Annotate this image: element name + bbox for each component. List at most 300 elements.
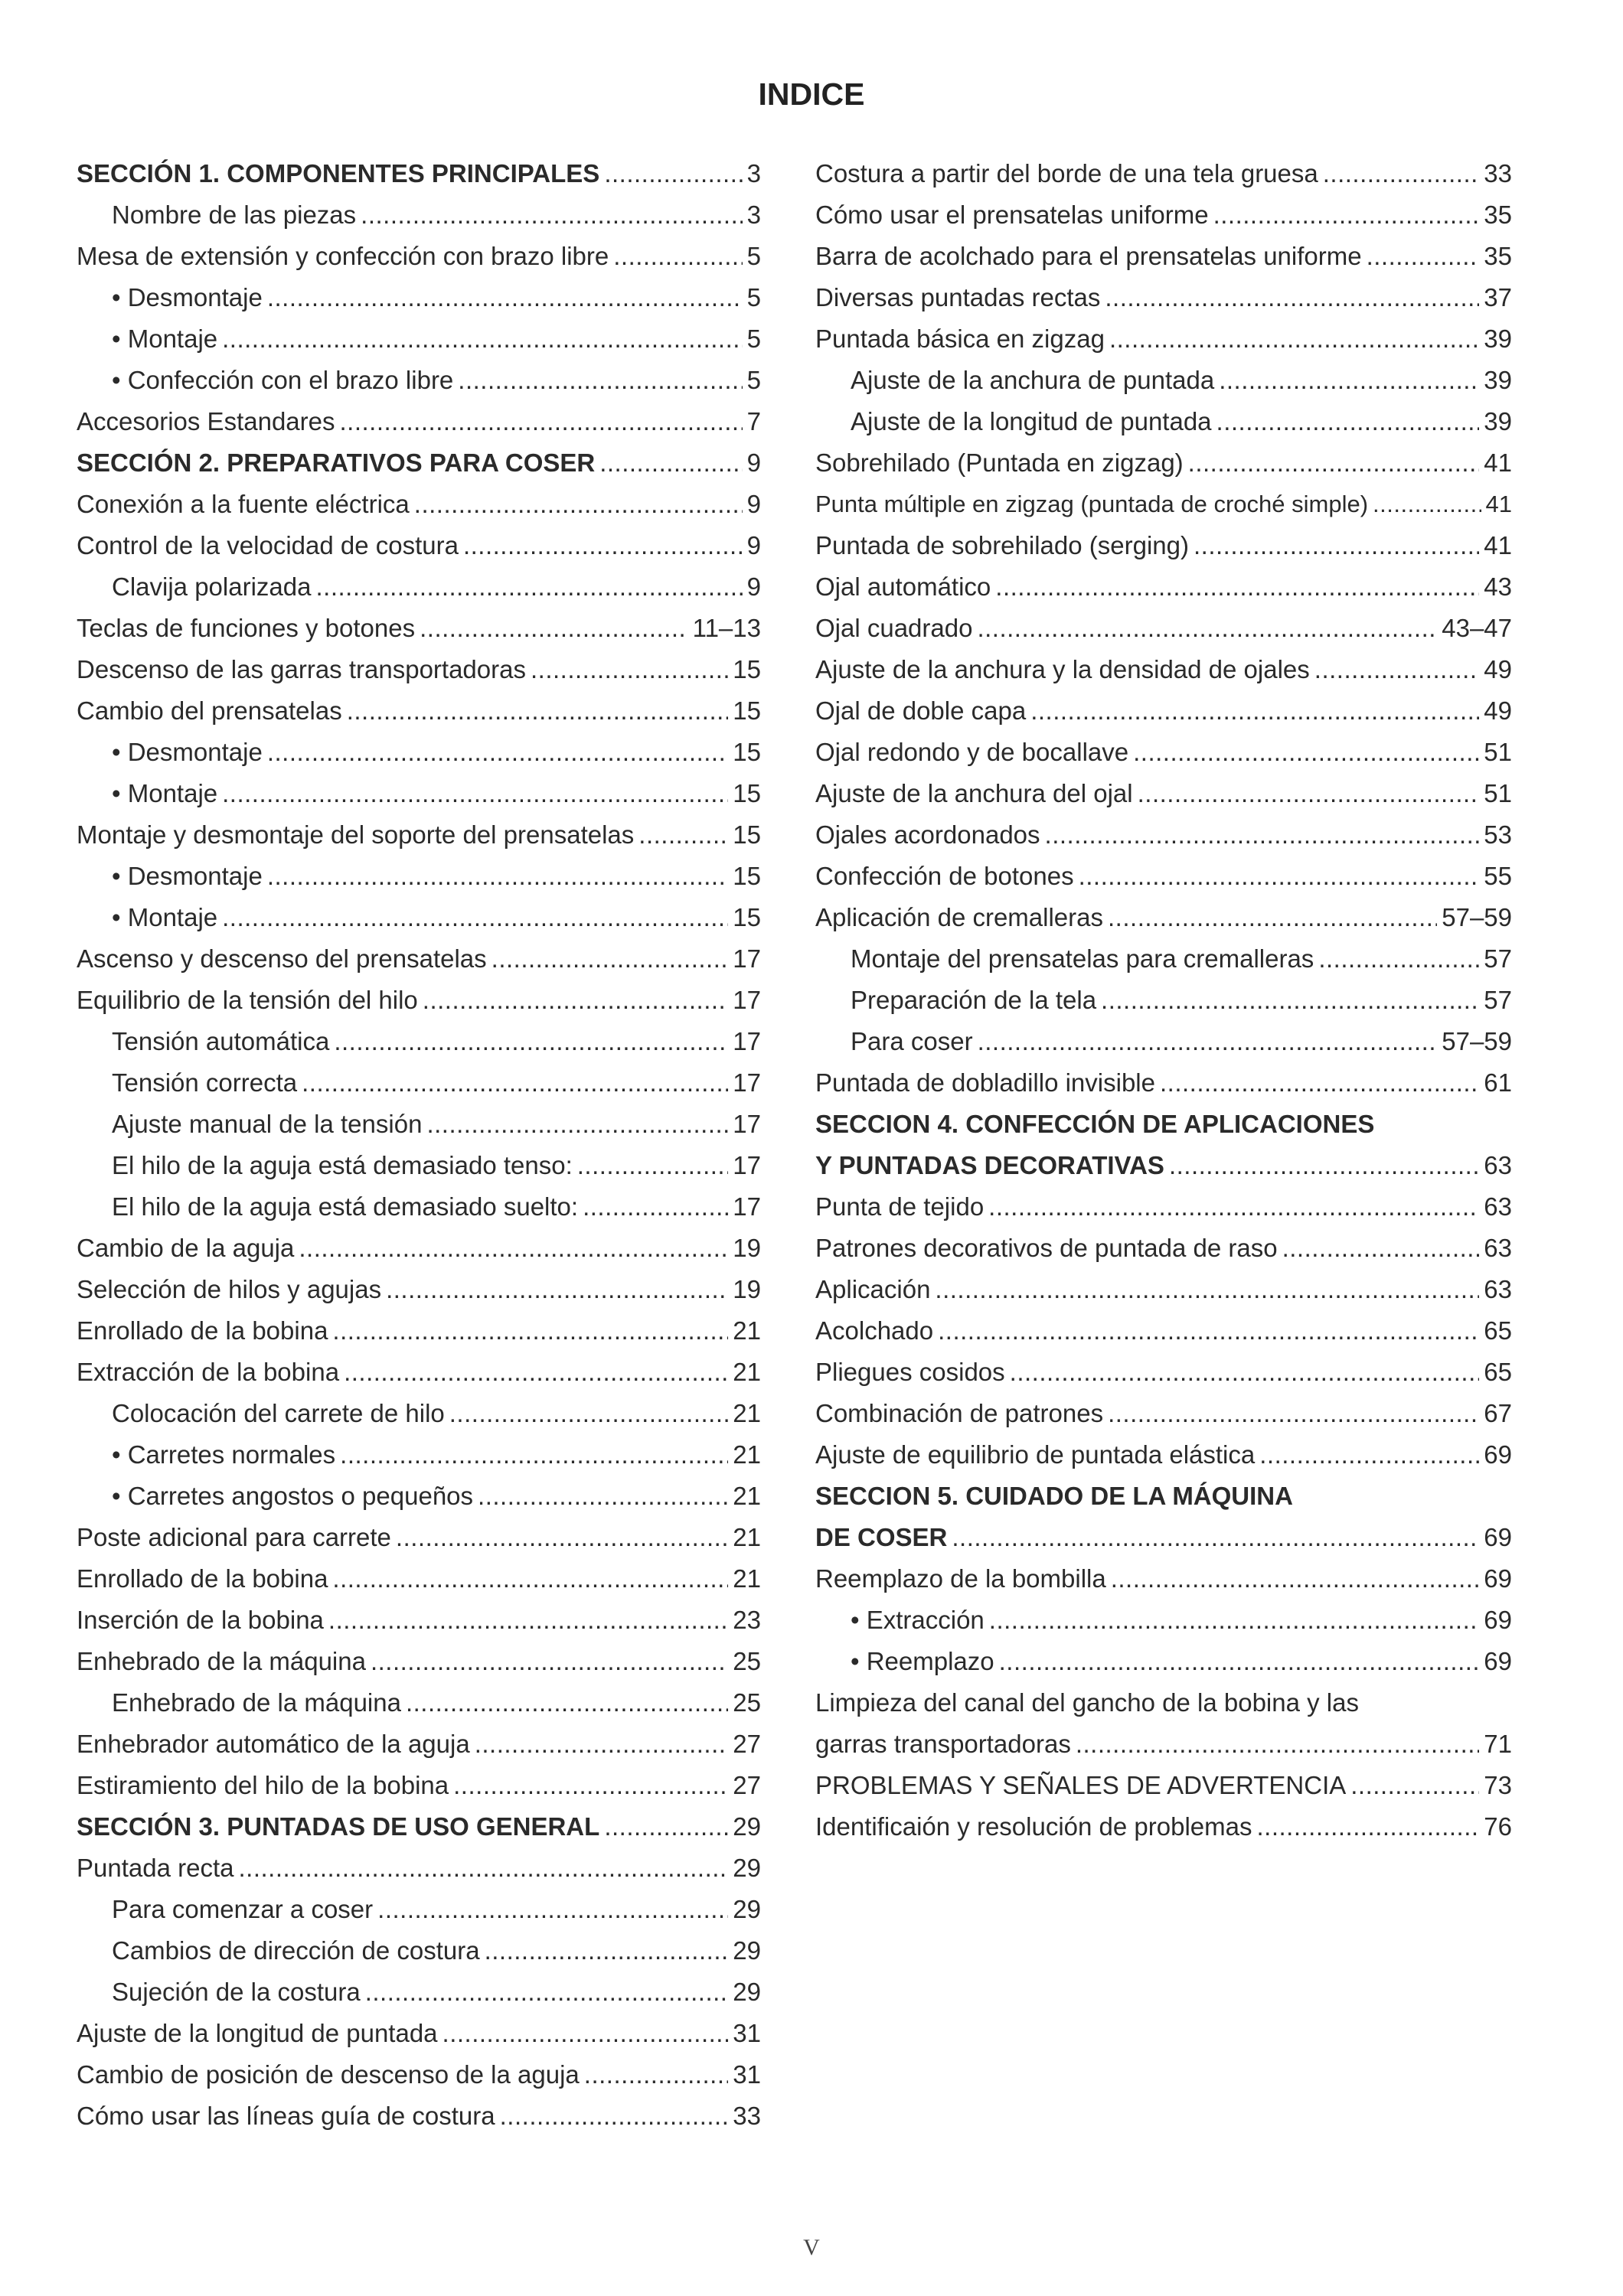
toc-entry bbox=[77, 1434, 761, 1476]
dot-leader bbox=[500, 2095, 729, 2137]
toc-entry bbox=[77, 1848, 761, 1889]
toc-entry bbox=[77, 608, 761, 649]
dot-leader bbox=[1010, 1352, 1480, 1393]
toc-entry bbox=[77, 566, 761, 608]
toc-entry-page: 63 bbox=[1484, 1151, 1512, 1179]
toc-entry-title: SECCIÓN 2. PREPARATIVOS PARA COSER bbox=[77, 448, 596, 477]
dot-leader bbox=[1194, 525, 1479, 566]
dot-leader bbox=[449, 1393, 729, 1434]
toc-entry-page: 57–59 bbox=[1442, 903, 1512, 931]
toc-entry-title: • Montaje bbox=[112, 903, 218, 931]
toc-entry-page: 17 bbox=[733, 1068, 761, 1097]
toc-entry-title: Tensión correcta bbox=[112, 1068, 298, 1097]
toc-entry-page: 21 bbox=[733, 1399, 761, 1427]
toc-entry bbox=[77, 1682, 761, 1724]
toc-entry bbox=[815, 442, 1512, 484]
toc-entry bbox=[77, 194, 761, 236]
toc-entry-page: 63 bbox=[1484, 1275, 1512, 1303]
dot-leader bbox=[1314, 649, 1480, 690]
dot-leader bbox=[1323, 153, 1480, 194]
toc-entry-title: Ojales acordonados bbox=[815, 820, 1040, 849]
toc-entry-title: Inserción de la bobina bbox=[77, 1606, 324, 1634]
toc-column-left bbox=[77, 153, 761, 2137]
dot-leader bbox=[267, 732, 728, 773]
toc-entry bbox=[815, 1682, 1512, 1724]
dot-leader bbox=[406, 1682, 728, 1724]
dot-leader bbox=[371, 1641, 728, 1682]
dot-leader bbox=[1367, 236, 1480, 277]
dot-leader bbox=[638, 814, 728, 856]
toc-entry-title: Teclas de funciones y botones bbox=[77, 614, 416, 642]
toc-entry-title: Puntada de dobladillo invisible bbox=[815, 1068, 1155, 1097]
toc-entry-page: 35 bbox=[1484, 242, 1512, 270]
toc-entry-title: Equilibrio de la tensión del hilo bbox=[77, 986, 418, 1014]
toc-entry bbox=[815, 980, 1512, 1021]
dot-leader bbox=[583, 1186, 728, 1228]
dot-leader bbox=[1045, 814, 1480, 856]
toc-entry-title: Puntada de sobrehilado (serging) bbox=[815, 531, 1189, 559]
dot-leader bbox=[935, 1269, 1479, 1310]
dot-leader bbox=[332, 1310, 728, 1352]
dot-leader bbox=[1076, 1724, 1479, 1765]
toc-entry-page: 9 bbox=[746, 572, 761, 601]
dot-leader bbox=[238, 1848, 728, 1889]
toc-entry bbox=[77, 1228, 761, 1269]
toc-entry-title: Pliegues cosidos bbox=[815, 1358, 1005, 1386]
toc-entry-page: 29 bbox=[733, 1812, 761, 1841]
toc-entry-title: Punta de tejido bbox=[815, 1192, 985, 1221]
toc-entry-page: 5 bbox=[746, 283, 761, 311]
dot-leader bbox=[977, 608, 1437, 649]
toc-entry bbox=[815, 1765, 1512, 1806]
toc-entry-page: 51 bbox=[1484, 738, 1512, 766]
toc-entry-title: Patrones decorativos de puntada de raso bbox=[815, 1234, 1278, 1262]
toc-entry-title: Aplicación bbox=[815, 1275, 931, 1303]
toc-entry-title: • Carretes angostos o pequeños bbox=[112, 1482, 474, 1510]
toc-entry-page: 33 bbox=[1484, 159, 1512, 188]
toc-entry-title: • Desmontaje bbox=[112, 738, 263, 766]
toc-entry-title: Ajuste de la longitud de puntada bbox=[77, 2019, 438, 2047]
toc-entry-page: 41 bbox=[1484, 531, 1512, 559]
toc-entry-title: Cambio de la aguja bbox=[77, 1234, 295, 1262]
toc-entry bbox=[77, 360, 761, 401]
toc-entry-title: El hilo de la aguja está demasiado tenso: bbox=[112, 1151, 573, 1179]
toc-entry bbox=[77, 1476, 761, 1517]
dot-leader bbox=[334, 1021, 728, 1062]
toc-entry bbox=[77, 442, 761, 484]
toc-entry-title: Ojal cuadrado bbox=[815, 614, 973, 642]
dot-leader bbox=[604, 1806, 728, 1848]
toc-entry-title: SECCION 4. CONFECCIÓN DE APLICACIONES bbox=[815, 1110, 1375, 1138]
toc-entry-page: 21 bbox=[733, 1358, 761, 1386]
toc-entry-page: 41 bbox=[1484, 448, 1512, 477]
toc-entry-page: 43 bbox=[1484, 572, 1512, 601]
toc-entry-title: Cambio de posición de descenso de la aguja bbox=[77, 2060, 580, 2089]
toc-entry-page: 15 bbox=[733, 738, 761, 766]
toc-entry-title: Aplicación de cremalleras bbox=[815, 903, 1104, 931]
toc-entry-title: Ajuste de la longitud de puntada bbox=[851, 407, 1212, 435]
dot-leader bbox=[332, 1558, 728, 1600]
dot-leader bbox=[485, 1930, 729, 1971]
dot-leader bbox=[222, 897, 728, 938]
toc-entry bbox=[77, 856, 761, 897]
dot-leader bbox=[978, 1021, 1438, 1062]
toc-entry-page: 3 bbox=[746, 159, 761, 188]
toc-entry-page: 17 bbox=[733, 1110, 761, 1138]
dot-leader bbox=[478, 1476, 728, 1517]
toc-entry-page: 17 bbox=[733, 944, 761, 973]
dot-leader bbox=[988, 1186, 1479, 1228]
toc-entry bbox=[815, 1558, 1512, 1600]
toc-entry bbox=[77, 236, 761, 277]
toc-entry bbox=[815, 773, 1512, 814]
toc-entry-page: 29 bbox=[733, 1936, 761, 1965]
dot-leader bbox=[396, 1517, 728, 1558]
toc-entry bbox=[815, 1476, 1512, 1517]
toc-entry-title: Combinación de patrones bbox=[815, 1399, 1104, 1427]
toc-entry-title: Estiramiento del hilo de la bobina bbox=[77, 1771, 449, 1799]
toc-entry-title: Puntada básica en zigzag bbox=[815, 325, 1105, 353]
toc-entry-title: SECCION 5. CUIDADO DE LA MÁQUINA bbox=[815, 1482, 1293, 1510]
toc-entry bbox=[815, 1062, 1512, 1104]
toc-entry bbox=[77, 1558, 761, 1600]
toc-entry-page: 65 bbox=[1484, 1316, 1512, 1345]
page-number: V bbox=[803, 2235, 820, 2260]
dot-leader bbox=[1219, 360, 1479, 401]
toc-entry-page: 21 bbox=[733, 1564, 761, 1593]
toc-entry-title: Cambios de dirección de costura bbox=[112, 1936, 480, 1965]
toc-entry-page: 55 bbox=[1484, 862, 1512, 890]
dot-leader bbox=[347, 690, 729, 732]
toc-entry-page: 27 bbox=[733, 1730, 761, 1758]
toc-entry bbox=[77, 1104, 761, 1145]
toc-entry-page: 15 bbox=[733, 696, 761, 725]
dot-leader bbox=[463, 525, 743, 566]
toc-entry-page: 49 bbox=[1484, 655, 1512, 683]
toc-entry bbox=[815, 1724, 1512, 1765]
toc-entry bbox=[815, 1186, 1512, 1228]
toc-entry bbox=[815, 566, 1512, 608]
dot-leader bbox=[531, 649, 728, 690]
dot-leader bbox=[1108, 897, 1437, 938]
toc-entry-title: • Desmontaje bbox=[112, 862, 263, 890]
toc-entry-page: 39 bbox=[1484, 325, 1512, 353]
toc-entry bbox=[815, 608, 1512, 649]
toc-entry bbox=[77, 1021, 761, 1062]
toc-entry-page: 27 bbox=[733, 1771, 761, 1799]
toc-entry-page: 15 bbox=[733, 655, 761, 683]
toc-entry-title: SECCIÓN 3. PUNTADAS DE USO GENERAL bbox=[77, 1812, 600, 1841]
dot-leader bbox=[938, 1310, 1479, 1352]
toc-entry-page: 69 bbox=[1484, 1523, 1512, 1551]
dot-leader bbox=[1213, 194, 1480, 236]
dot-leader bbox=[420, 608, 688, 649]
toc-entry bbox=[77, 2054, 761, 2095]
toc-entry-page: 61 bbox=[1484, 1068, 1512, 1097]
dot-leader bbox=[340, 1434, 728, 1476]
toc-entry bbox=[815, 236, 1512, 277]
toc-entry-title: Cómo usar las líneas guía de costura bbox=[77, 2102, 495, 2130]
toc-entry bbox=[815, 1600, 1512, 1641]
toc-entry bbox=[77, 1393, 761, 1434]
toc-entry bbox=[77, 1145, 761, 1186]
toc-entry bbox=[77, 277, 761, 318]
toc-entry-page: 15 bbox=[733, 903, 761, 931]
toc-entry bbox=[77, 1269, 761, 1310]
toc-entry-title: Enhebrado de la máquina bbox=[77, 1647, 366, 1675]
toc-entry bbox=[77, 1186, 761, 1228]
dot-leader bbox=[1257, 1806, 1480, 1848]
toc-entry-title: Ajuste de la anchura de puntada bbox=[851, 366, 1215, 394]
dot-leader bbox=[414, 484, 743, 525]
toc-entry-title: Enrollado de la bobina bbox=[77, 1316, 328, 1345]
dot-leader bbox=[1373, 484, 1481, 525]
dot-leader bbox=[995, 566, 1479, 608]
toc-entry-page: 39 bbox=[1484, 407, 1512, 435]
toc-entry-title: Enhebrador automático de la aguja bbox=[77, 1730, 470, 1758]
toc-entry-page: 19 bbox=[733, 1275, 761, 1303]
toc-entry-title: Colocación del carrete de hilo bbox=[112, 1399, 445, 1427]
toc-entry bbox=[77, 401, 761, 442]
dot-leader bbox=[222, 318, 743, 360]
toc-entry-title: Reemplazo de la bombilla bbox=[815, 1564, 1106, 1593]
toc-entry-title: Extracción de la bobina bbox=[77, 1358, 340, 1386]
dot-leader bbox=[1350, 1765, 1479, 1806]
toc-entry bbox=[77, 1600, 761, 1641]
toc-entry-title: Cómo usar el prensatelas uniforme bbox=[815, 201, 1209, 229]
toc-entry-page: 21 bbox=[733, 1482, 761, 1510]
toc-entry-title: Ojal redondo y de bocallave bbox=[815, 738, 1129, 766]
dot-leader bbox=[1138, 773, 1480, 814]
toc-entry-title: Enhebrado de la máquina bbox=[112, 1688, 401, 1717]
toc-entry-page: 3 bbox=[746, 201, 761, 229]
toc-entry bbox=[77, 1889, 761, 1930]
toc-entry-page: 17 bbox=[733, 986, 761, 1014]
toc-entry bbox=[815, 1517, 1512, 1558]
toc-entry-title: Ajuste de equilibrio de puntada elástica bbox=[815, 1440, 1256, 1469]
dot-leader bbox=[1108, 1393, 1479, 1434]
toc-entry-page: 29 bbox=[733, 1895, 761, 1923]
toc-entry-title: SECCIÓN 1. COMPONENTES PRINCIPALES bbox=[77, 159, 600, 188]
toc-entry-title: • Desmontaje bbox=[112, 283, 263, 311]
dot-leader bbox=[453, 1765, 728, 1806]
toc-entry-page: 57 bbox=[1484, 944, 1512, 973]
toc-entry bbox=[77, 1310, 761, 1352]
toc-entry-title: Descenso de las garras transportadoras bbox=[77, 655, 526, 683]
toc-entry-title: Identificaión y resolución de problemas bbox=[815, 1812, 1252, 1841]
toc-entry-title: • Reemplazo bbox=[851, 1647, 994, 1675]
dot-leader bbox=[599, 442, 742, 484]
toc-entry-title: Confección de botones bbox=[815, 862, 1074, 890]
toc-entry-page: 69 bbox=[1484, 1440, 1512, 1469]
toc-entry bbox=[815, 814, 1512, 856]
toc-entry bbox=[77, 690, 761, 732]
toc-entry bbox=[77, 814, 761, 856]
toc-entry-title: Costura a partir del borde de una tela gruesa bbox=[815, 159, 1318, 188]
toc-entry-page: 51 bbox=[1484, 779, 1512, 807]
toc-entry bbox=[815, 401, 1512, 442]
toc-entry-page: 39 bbox=[1484, 366, 1512, 394]
toc-entry-title: Sobrehilado (Puntada en zigzag) bbox=[815, 448, 1184, 477]
dot-leader bbox=[577, 1145, 729, 1186]
toc-entry bbox=[815, 1310, 1512, 1352]
toc-entry-page: 15 bbox=[733, 779, 761, 807]
toc-entry-page: 21 bbox=[733, 1523, 761, 1551]
toc-entry bbox=[77, 732, 761, 773]
dot-leader bbox=[1109, 318, 1479, 360]
toc-entry-title: Conexión a la fuente eléctrica bbox=[77, 490, 410, 518]
toc-entry bbox=[815, 1641, 1512, 1682]
dot-leader bbox=[1259, 1434, 1479, 1476]
toc-entry-page: 9 bbox=[746, 448, 761, 477]
toc-entry-title: Mesa de extensión y confección con brazo libre bbox=[77, 242, 609, 270]
dot-leader bbox=[267, 856, 728, 897]
toc-entry-page: 7 bbox=[746, 407, 761, 435]
dot-leader bbox=[377, 1889, 728, 1930]
toc-entry bbox=[815, 1352, 1512, 1393]
toc-entry-page: 21 bbox=[733, 1440, 761, 1469]
dot-leader bbox=[1101, 980, 1479, 1021]
toc-entry-page: 67 bbox=[1484, 1399, 1512, 1427]
toc-entry-page: 57–59 bbox=[1442, 1027, 1512, 1055]
dot-leader bbox=[423, 980, 728, 1021]
dot-leader bbox=[1160, 1062, 1479, 1104]
toc-entry-title: Ojal de doble capa bbox=[815, 696, 1027, 725]
dot-leader bbox=[315, 566, 742, 608]
dot-leader bbox=[1318, 938, 1479, 980]
toc-entry-title: Cambio del prensatelas bbox=[77, 696, 342, 725]
toc-entry-page: 69 bbox=[1484, 1564, 1512, 1593]
toc-entry-title: PROBLEMAS Y SEÑALES DE ADVERTENCIA bbox=[815, 1771, 1347, 1799]
toc-entry-title: Ascenso y descenso del prensatelas bbox=[77, 944, 487, 973]
toc-entry bbox=[77, 1806, 761, 1848]
toc-entry bbox=[77, 1062, 761, 1104]
dot-leader bbox=[426, 1104, 728, 1145]
toc-entry bbox=[77, 980, 761, 1021]
toc-entry-title: Limpieza del canal del gancho de la bobina y las bbox=[815, 1688, 1359, 1717]
dot-leader bbox=[1133, 732, 1479, 773]
dot-leader bbox=[267, 277, 743, 318]
toc-entry-title: Tensión automática bbox=[112, 1027, 330, 1055]
toc-entry bbox=[77, 1517, 761, 1558]
toc-entry bbox=[77, 1930, 761, 1971]
dot-leader bbox=[604, 153, 742, 194]
dot-leader bbox=[1169, 1145, 1479, 1186]
toc-entry-page: 35 bbox=[1484, 201, 1512, 229]
dot-leader bbox=[989, 1600, 1480, 1641]
toc-entry-page: 71 bbox=[1484, 1730, 1512, 1758]
dot-leader bbox=[442, 2013, 729, 2054]
toc-entry-page: 19 bbox=[733, 1234, 761, 1262]
dot-leader bbox=[302, 1062, 728, 1104]
toc-entry bbox=[77, 1641, 761, 1682]
dot-leader bbox=[365, 1971, 729, 2013]
dot-leader bbox=[386, 1269, 728, 1310]
toc-entry-title: • Montaje bbox=[112, 779, 218, 807]
toc-entry bbox=[815, 1269, 1512, 1310]
dot-leader bbox=[491, 938, 729, 980]
toc-entry-title: • Montaje bbox=[112, 325, 218, 353]
toc-entry-page: 43–47 bbox=[1442, 614, 1512, 642]
toc-entry bbox=[815, 484, 1512, 525]
toc-entry-title: Para coser bbox=[851, 1027, 973, 1055]
dot-leader bbox=[1282, 1228, 1480, 1269]
toc-entry-page: 41 bbox=[1485, 491, 1512, 517]
dot-leader bbox=[361, 194, 742, 236]
toc-entry bbox=[815, 1434, 1512, 1476]
toc-entry-title: Ojal automático bbox=[815, 572, 991, 601]
toc-entry-title: Montaje y desmontaje del soporte del prensatelas bbox=[77, 820, 635, 849]
toc-entry-page: 5 bbox=[746, 325, 761, 353]
toc-entry bbox=[815, 318, 1512, 360]
toc-entry bbox=[77, 2095, 761, 2137]
dot-leader bbox=[340, 401, 743, 442]
toc-entry bbox=[815, 1021, 1512, 1062]
toc-entry-title: Accesorios Estandares bbox=[77, 407, 335, 435]
dot-leader bbox=[458, 360, 742, 401]
toc-entry-page: 53 bbox=[1484, 820, 1512, 849]
toc-entry-page: 9 bbox=[746, 531, 761, 559]
toc-entry bbox=[77, 649, 761, 690]
toc-entry-page: 31 bbox=[733, 2019, 761, 2047]
toc-entry bbox=[77, 938, 761, 980]
toc-entry-page: 37 bbox=[1484, 283, 1512, 311]
dot-leader bbox=[344, 1352, 728, 1393]
dot-leader bbox=[475, 1724, 729, 1765]
toc-entry-page: 9 bbox=[746, 490, 761, 518]
toc-entry-page: 17 bbox=[733, 1151, 761, 1179]
toc-entry bbox=[77, 1971, 761, 2013]
toc-column-right bbox=[815, 153, 1512, 1848]
toc-entry-title: Punta múltiple en zigzag (puntada de croché simple) bbox=[815, 491, 1369, 517]
toc-entry-page: 57 bbox=[1484, 986, 1512, 1014]
dot-leader bbox=[1079, 856, 1480, 897]
toc-entry-title: Sujeción de la costura bbox=[112, 1978, 361, 2006]
toc-entry-page: 33 bbox=[733, 2102, 761, 2130]
dot-leader bbox=[999, 1641, 1480, 1682]
dot-leader bbox=[1030, 690, 1479, 732]
toc-entry bbox=[77, 153, 761, 194]
toc-entry-page: 69 bbox=[1484, 1606, 1512, 1634]
toc-entry-title: Diversas puntadas rectas bbox=[815, 283, 1101, 311]
toc-entry-page: 73 bbox=[1484, 1771, 1512, 1799]
toc-entry-page: 49 bbox=[1484, 696, 1512, 725]
toc-entry-page: 25 bbox=[733, 1647, 761, 1675]
toc-entry bbox=[815, 897, 1512, 938]
toc-entry-title: • Carretes normales bbox=[112, 1440, 336, 1469]
toc-entry-page: 63 bbox=[1484, 1234, 1512, 1262]
toc-entry bbox=[815, 277, 1512, 318]
dot-leader bbox=[1216, 401, 1480, 442]
toc-entry-title: Poste adicional para carrete bbox=[77, 1523, 391, 1551]
toc-entry-title: Montaje del prensatelas para cremalleras bbox=[851, 944, 1314, 973]
toc-entry-page: 15 bbox=[733, 820, 761, 849]
toc-entry-page: 5 bbox=[746, 366, 761, 394]
toc-entry bbox=[77, 1765, 761, 1806]
toc-entry-page: 29 bbox=[733, 1854, 761, 1882]
toc-entry-title: Control de la velocidad de costura bbox=[77, 531, 459, 559]
toc-entry-title: Y PUNTADAS DECORATIVAS bbox=[815, 1151, 1164, 1179]
toc-entry-page: 76 bbox=[1484, 1812, 1512, 1841]
toc-entry-title: Barra de acolchado para el prensatelas uniforme bbox=[815, 242, 1362, 270]
toc-entry-title: Ajuste manual de la tensión bbox=[112, 1110, 423, 1138]
toc-entry bbox=[815, 525, 1512, 566]
toc-entry-title: Puntada recta bbox=[77, 1854, 234, 1882]
toc-entry bbox=[77, 525, 761, 566]
dot-leader bbox=[328, 1600, 728, 1641]
toc-entry-title: • Confección con el brazo libre bbox=[112, 366, 454, 394]
toc-entry-page: 17 bbox=[733, 1027, 761, 1055]
